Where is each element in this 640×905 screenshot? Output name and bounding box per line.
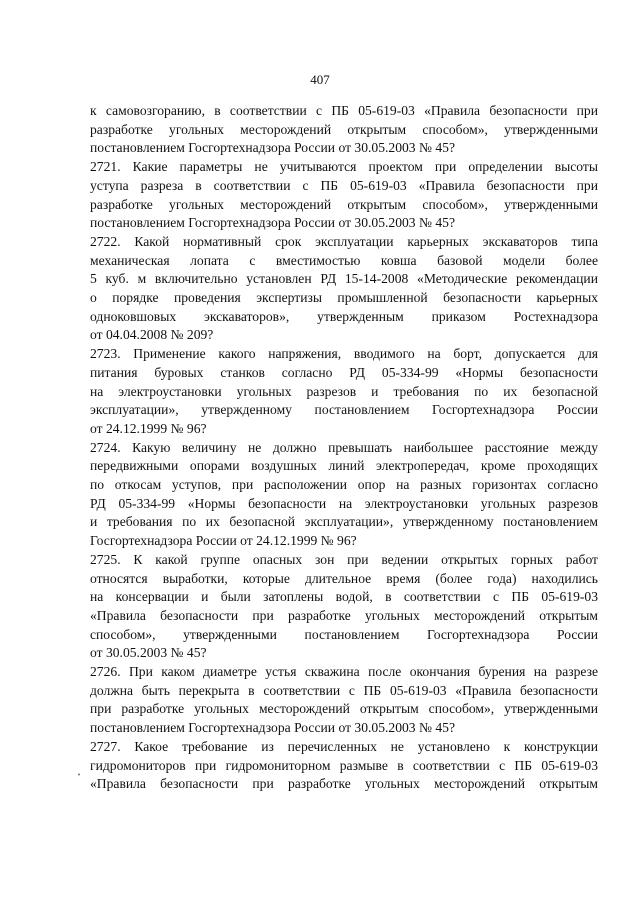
text-line: от 04.04.2008 № 209?: [90, 327, 214, 343]
text-line: 2721. Какие параметры не учитываются проектом при определении высоты: [90, 159, 598, 175]
text-line: 2725. К какой группе опасных зон при ведении открытых горных работ: [90, 551, 598, 567]
text-line: разработке угольных месторождений открытым способом», утвержденными: [90, 121, 598, 137]
text-line: 5 куб. м включительно установлен РД 15-14-2008 «Методические рекомендации: [90, 271, 598, 287]
text-line: 2723. Применение какого напряжения, вводимого на борт, допускается для: [90, 346, 598, 362]
text-line: 2726. При каком диаметре устья скважина после окончания бурения на разрезе: [90, 664, 598, 679]
text-line: гидромониторов при гидромониторном размыве в соответствии с ПБ 05-619-03: [90, 757, 598, 773]
text-line: от 24.12.1999 № 96?: [90, 420, 207, 436]
text-line: 2727. Какое требование из перечисленных не установлено к конструкции: [90, 738, 598, 754]
text-line: относятся выработки, которые длительное время (более года) находились: [90, 570, 598, 586]
text-line: «Правила безопасности при разработке угольных месторождений открытым: [90, 776, 598, 792]
text-line: от 30.05.2003 № 45?: [90, 645, 207, 661]
text-line: механическая лопата с вместимостью ковша базовой модели более: [90, 252, 598, 268]
text-line: постановлением Госгортехнадзора России от 30.05.2003 № 45?: [90, 140, 455, 156]
text-line: «Правила безопасности при разработке угольных месторождений открытым: [90, 607, 598, 623]
text-line: питания буровых станков согласно РД 05-334-99 «Нормы безопасности: [90, 364, 598, 380]
text-line: Госгортехнадзора России от 24.12.1999 № 96?: [90, 533, 357, 549]
text-line: и требования по их безопасной эксплуатации», утвержденному постановлением: [90, 514, 598, 530]
text-line: на консервации и были затоплены водой, в соответствии с ПБ 05-619-03: [90, 589, 598, 605]
text-line: постановлением Госгортехнадзора России от 30.05.2003 № 45?: [90, 720, 455, 736]
text-line: передвижными опорами воздушных линий электропередач, кроме проходящих: [90, 458, 598, 474]
text-line: РД 05-334-99 «Нормы безопасности на электроустановки угольных разрезов: [90, 495, 598, 511]
text-line: постановлением Госгортехнадзора России от 30.05.2003 № 45?: [90, 215, 455, 231]
scan-speck-mark: [77, 772, 82, 777]
text-line: по откосам уступов, при расположении опор на разных горизонтах согласно: [90, 477, 598, 492]
text-line: 2722. Какой нормативный срок эксплуатации карьерных экскаваторов типа: [90, 233, 598, 249]
text-line: на электроустановки угольных разрезов и требования по их безопасной: [90, 383, 598, 399]
text-line: при разработке угольных месторождений открытым способом», утвержденными: [90, 701, 598, 717]
text-line: о порядке проведения экспертизы промышленной безопасности карьерных: [90, 290, 598, 305]
text-line: к самовозгоранию, в соответствии с ПБ 05-619-03 «Правила безопасности при: [90, 103, 598, 118]
page-number: 407: [310, 72, 330, 87]
text-line: одноковшовых экскаваторов», утвержденным приказом Ростехнадзора: [90, 308, 598, 324]
text-line: способом», утвержденными постановлением Госгортехнадзора России: [90, 626, 598, 642]
text-line: эксплуатации», утвержденному постановлением Госгортехнадзора России: [90, 402, 598, 418]
text-line: уступа разреза в соответствии с ПБ 05-619-03 «Правила безопасности при: [90, 177, 598, 193]
text-line: 2724. Какую величину не должно превышать наибольшее расстояние между: [90, 439, 598, 455]
text-line: разработке угольных месторождений открытым способом», утвержденными: [90, 196, 598, 212]
text-line: должна быть перекрыта в соответствии с ПБ 05-619-03 «Правила безопасности: [90, 682, 598, 698]
